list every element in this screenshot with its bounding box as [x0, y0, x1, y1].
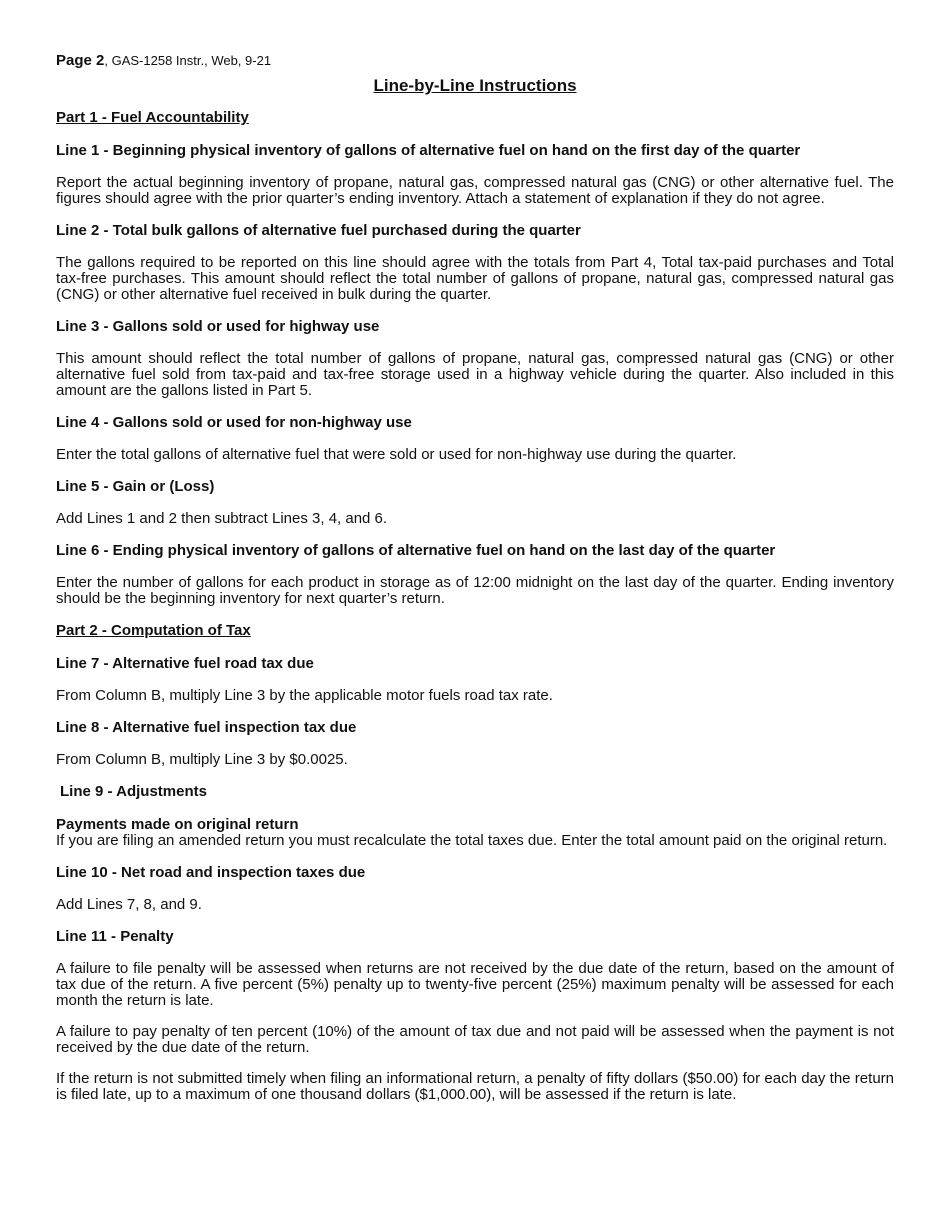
line1-heading: Line 1 - Beginning physical inventory of gallons of alternative fuel on hand on the first day of the quarter — [56, 142, 801, 159]
line9-heading: Line 9 - Adjustments — [60, 783, 207, 800]
line7-text: From Column B, multiply Line 3 by the applicable motor fuels road tax rate. — [56, 687, 553, 704]
part2-heading: Part 2 - Computation of Tax — [56, 622, 251, 639]
line8-heading: Line 8 - Alternative fuel inspection tax due — [56, 719, 357, 736]
line9-text: If you are filing an amended return you must recalculate the total taxes due. Enter the total amount paid on the original return. — [56, 832, 888, 849]
line2-heading: Line 2 - Total bulk gallons of alternative fuel purchased during the quarter — [56, 222, 581, 239]
line4-heading: Line 4 - Gallons sold or used for non-highway use — [56, 414, 412, 431]
line7-heading: Line 7 - Alternative fuel road tax due — [56, 655, 314, 672]
line11-text-failure-to-pay: A failure to pay penalty of ten percent (10%) of the amount of tax due and not paid will be assessed when the payment is not received by the due date of the return. — [56, 1023, 894, 1056]
line8-text: From Column B, multiply Line 3 by $0.0025. — [56, 751, 348, 768]
line9-subheading: Payments made on original return — [56, 816, 299, 833]
document-page — [56, 52, 894, 1103]
line3-text: This amount should reflect the total number of gallons of propane, natural gas, compressed natural gas (CNG) or other alternative fuel sold from tax-paid and tax-free storage used in a highway vehicle during the quarter. Also included in this amount are the gallons listed in Part 5. — [56, 350, 894, 399]
line5-heading: Line 5 - Gain or (Loss) — [56, 478, 215, 495]
line1-text: Report the actual beginning inventory of propane, natural gas, compressed natural gas (CNG) or other alternative fuel. The figures should agree with the prior quarter’s ending inventory. Attach a statement of explanation if they do not agree. — [56, 174, 894, 207]
page-header — [56, 52, 894, 70]
line11-heading: Line 11 - Penalty — [56, 928, 174, 945]
line3-heading: Line 3 - Gallons sold or used for highway use — [56, 318, 380, 335]
line10-heading: Line 10 - Net road and inspection taxes due — [56, 864, 366, 881]
page-number: Page 2 — [56, 52, 105, 69]
line10-text: Add Lines 7, 8, and 9. — [56, 896, 202, 913]
line6-text: Enter the number of gallons for each product in storage as of 12:00 midnight on the last day of the quarter. Ending inventory should be the beginning inventory for next quarter’s return. — [56, 574, 894, 607]
line4-text: Enter the total gallons of alternative fuel that were sold or used for non-highway use during the quarter. — [56, 446, 737, 463]
page-title: Line-by-Line Instructions — [373, 76, 577, 95]
line6-heading: Line 6 - Ending physical inventory of gallons of alternative fuel on hand on the last day of the quarter — [56, 542, 776, 559]
line5-text: Add Lines 1 and 2 then subtract Lines 3, 4, and 6. — [56, 510, 388, 527]
line2-text: The gallons required to be reported on this line should agree with the totals from Part 4, Total tax-paid purchases and Total tax-free purchases. This amount should reflect the total number of gallons of propane, natural gas, compressed natural gas (CNG) or other alternative fuel received in bulk during the quarter. — [56, 254, 894, 303]
part1-heading: Part 1 - Fuel Accountability — [56, 109, 249, 126]
form-info: , GAS-1258 Instr., Web, 9-21 — [104, 53, 272, 68]
line11-text-failure-to-file: A failure to file penalty will be assessed when returns are not received by the due date of the return, based on the amount of tax due of the return. A five percent (5%) penalty up to twenty-five percent (25%) maximum penalty will be assessed for each month the return is late. — [56, 960, 894, 1009]
line11-text-informational: If the return is not submitted timely when filing an informational return, a penalty of fifty dollars ($50.00) for each day the return is filed late, up to a maximum of one thousand dollars ($1,000.00), will be assessed if the return is late. — [56, 1070, 894, 1103]
